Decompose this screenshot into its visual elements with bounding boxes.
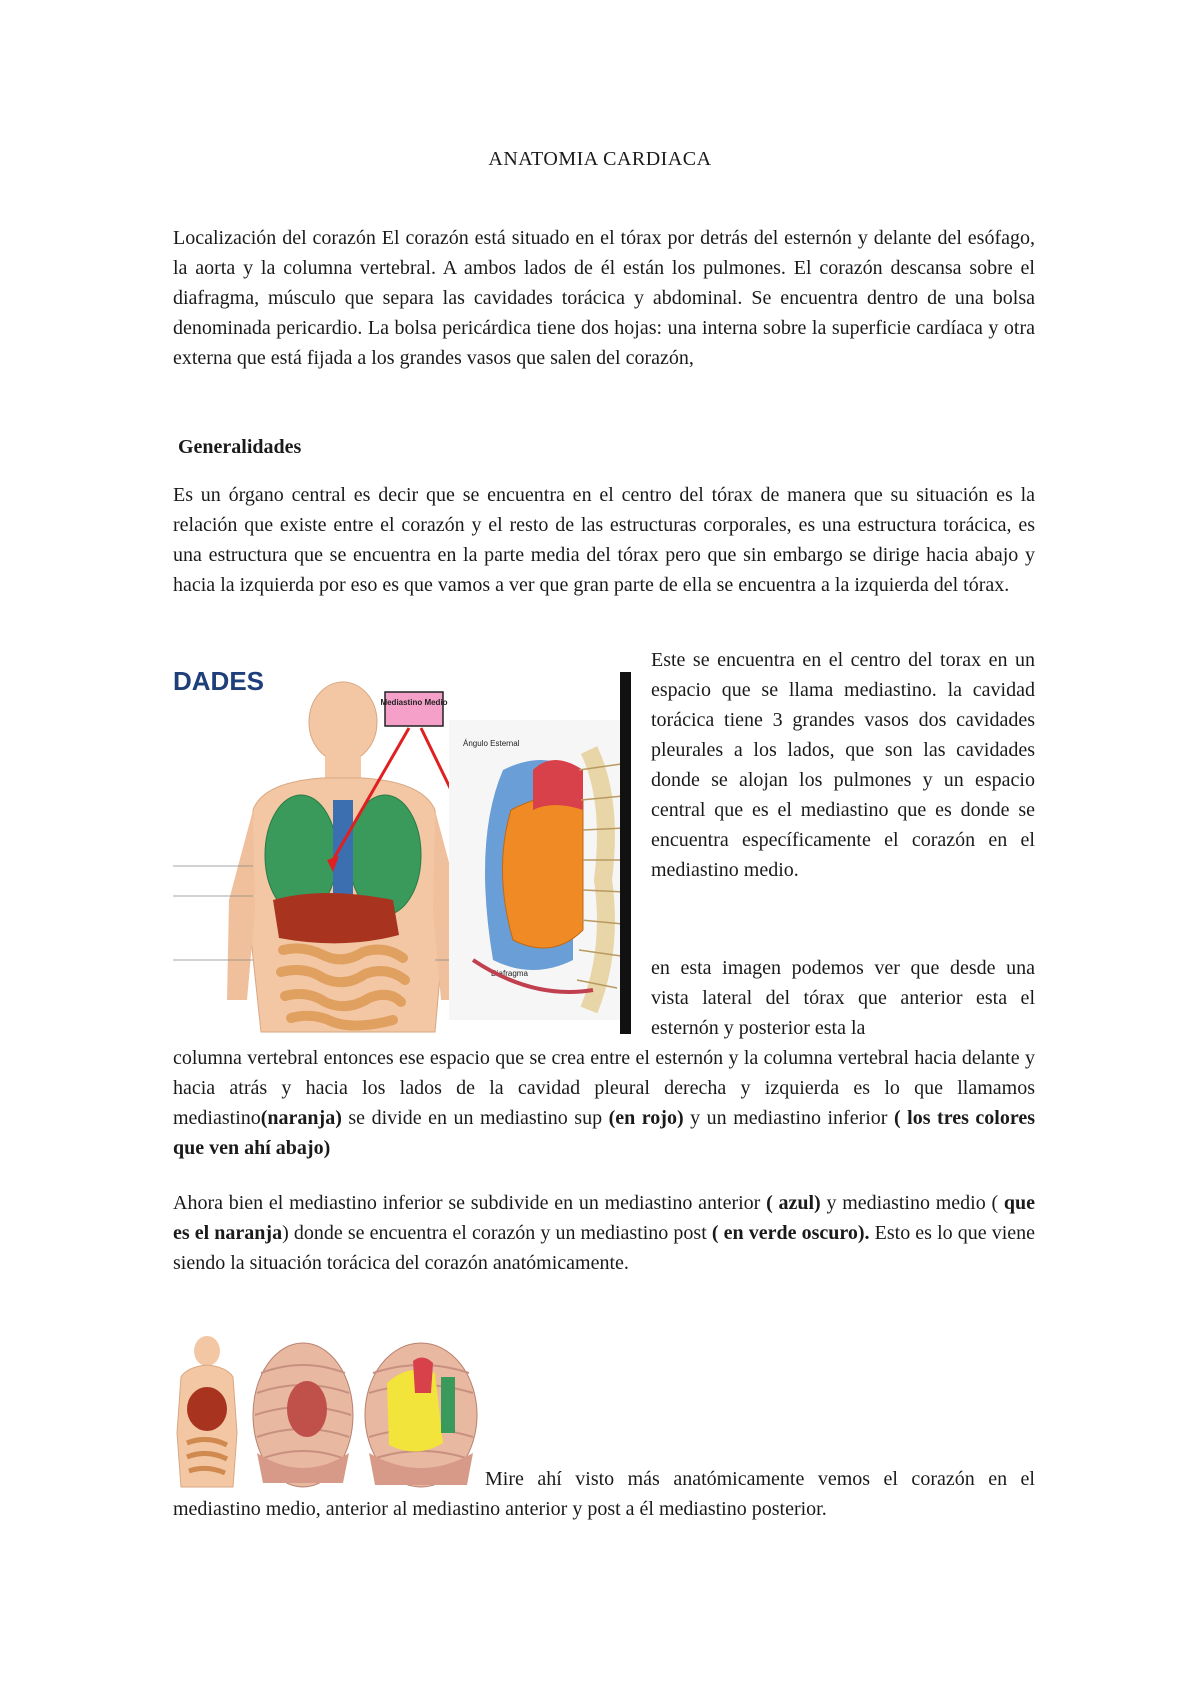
final-paragraph: Mire ahí visto más anatómicamente vemos el corazón en el mediastino medio, anterior al mediastino anterior y post a él mediastino posterior.: [173, 1468, 1035, 1520]
intro-paragraph: Localización del corazón El corazón está situado en el tórax por detrás del esternón y delante del esófago, la aorta y la columna vertebral. A ambos lados de él están los pulmones. El corazón descansa sobre el diafragma, músculo que separa las cavidades torácica y abdominal. Se encuentra dentro de una bolsa denominada pericardio. La bolsa pericárdica tiene dos hojas: una interna sobre la superficie cardíaca y otra externa que está fijada a los grandes vasos que salen del corazón,: [173, 227, 1035, 369]
mediastinum-orange-region: [502, 796, 583, 948]
side-paragraph-1: Este se encuentra en el centro del torax en un espacio que se llama mediastino. la cavidad torácica tiene 3 grandes vasos dos cavidades pleurales a los lados, que son las cavidades donde se alojan los pulmones y un espacio central que es el mediastino que es donde se encuentra específicamente el corazón en el mediastino medio.: [651, 649, 1035, 881]
label-diaphragm: Diafragma: [491, 969, 528, 978]
generalidades-paragraph: Es un órgano central es decir que se encuentra en el centro del tórax de manera que su situación es la relación que existe entre el corazón y el resto de las estructuras corporales, es una estructura torácica, es una estructura que se encuentra en la parte media del tórax pero que sin embargo se dirige hacia abajo y hacia la izquierda por eso es que vamos a ver que gran parte de ella se encuentra a la izquierda del tórax.: [173, 484, 1035, 596]
inferior-mediastinum-paragraph: Ahora bien el mediastino inferior se subdivide en un mediastino anterior ( azul) y mediastino medio ( que es el naranja) donde se encuentra el corazón y un mediastino post ( en verde oscuro). Esto es lo que viene siendo la situación torácica del corazón anatómicamente.: [173, 1192, 1036, 1274]
figure-banner-text: DADES: [173, 666, 265, 696]
superior-mediastinum-red-region: [533, 760, 583, 810]
svg-text:Mediastino Medio: [380, 698, 447, 707]
document-title: ANATOMIA CARDIACA: [488, 148, 712, 170]
continuation-paragraph: columna vertebral entonces ese espacio que se crea entre el esternón y la columna vertebral hacia delante y hacia atrás y hacia los lados de la cavidad pleural derecha y izquierda es lo que llamamos mediastino(naranja) se divide en un mediastino sup (en rojo) y un mediastino inferior ( los tres colores que ven ahí abajo): [173, 1047, 1036, 1159]
side-paragraph-2: en esta imagen podemos ver que desde una vista lateral del tórax que anterior esta el esternón y posterior esta la: [651, 957, 1035, 1039]
section-heading-generalidades: Generalidades: [178, 436, 302, 458]
label-box-text: Mediastino Medio: [380, 698, 448, 707]
label-angle: Ángulo Esternal: [463, 739, 520, 748]
vertical-divider-bar: [620, 672, 631, 1034]
mediastinum-figure: [173, 660, 635, 1040]
